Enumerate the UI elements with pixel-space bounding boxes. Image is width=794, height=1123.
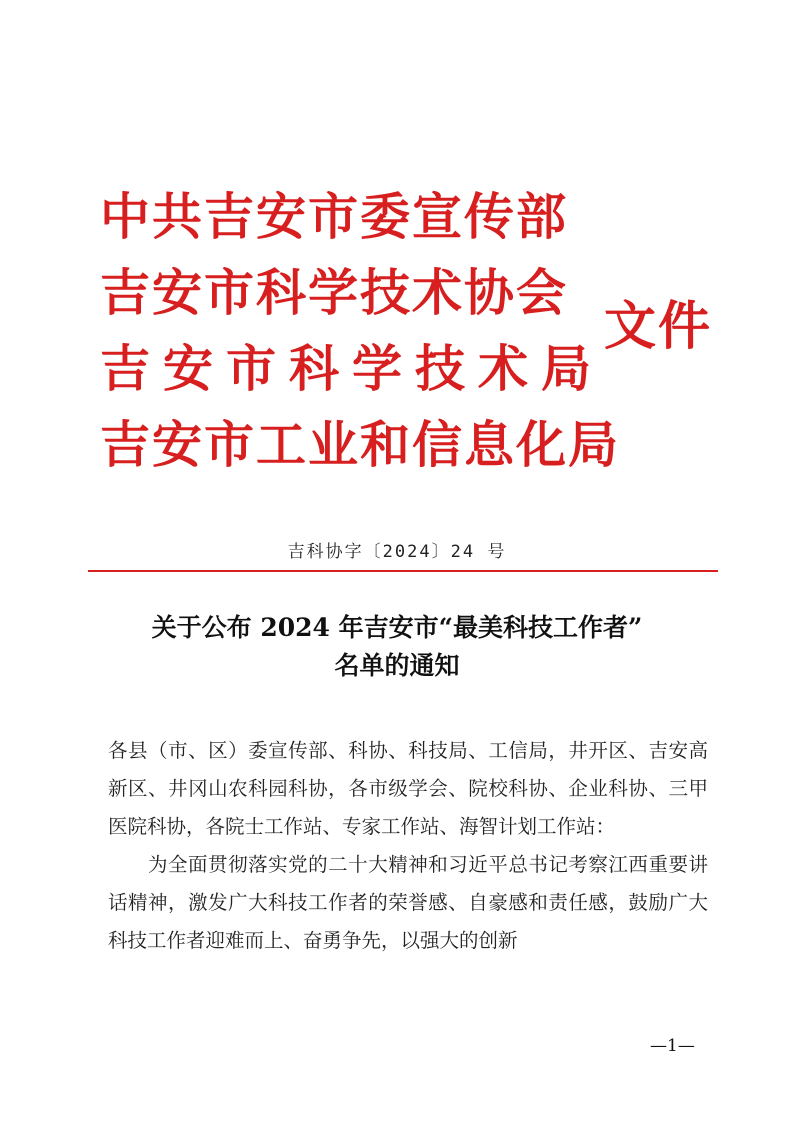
document-title-line-1: 关于公布 2024 年吉安市“最美科技工作者” xyxy=(151,613,643,642)
document-title-line-2: 名单的通知 xyxy=(334,651,460,680)
red-separator-rule xyxy=(88,570,718,572)
org-name-science-technology-bureau: 吉安市科学技术局 xyxy=(100,339,604,398)
body-paragraph-1: 为全面贯彻落实党的二十大精神和习近平总书记考察江西重要讲话精神，激发广大科技工作者的荣誉感、自豪感和责任感，鼓励广大科技工作者迎难而上、奋勇争先，以强大的创新 xyxy=(108,853,708,952)
page-number: —1— xyxy=(650,1036,695,1056)
issuing-organizations-header xyxy=(100,178,720,478)
org-name-industry-it-bureau: 吉安市工业和信息化局 xyxy=(100,415,620,474)
recipients-paragraph: 各县（市、区）委宣传部、科协、科技局、工信局，井开区、吉安高新区、井冈山农科园科协，各市级学会、院校科协、企业科协、三甲医院科协，各院士工作站、专家工作站、海智计划工作站： xyxy=(108,739,708,838)
org-name-propaganda-department: 中共吉安市委宣传部 xyxy=(100,187,568,246)
org-name-science-association: 吉安市科学技术协会 xyxy=(100,263,568,322)
document-type-label: 文件 xyxy=(604,296,713,357)
document-number: 吉科协字〔2024〕24 号 xyxy=(287,542,507,562)
document-body xyxy=(108,732,708,960)
